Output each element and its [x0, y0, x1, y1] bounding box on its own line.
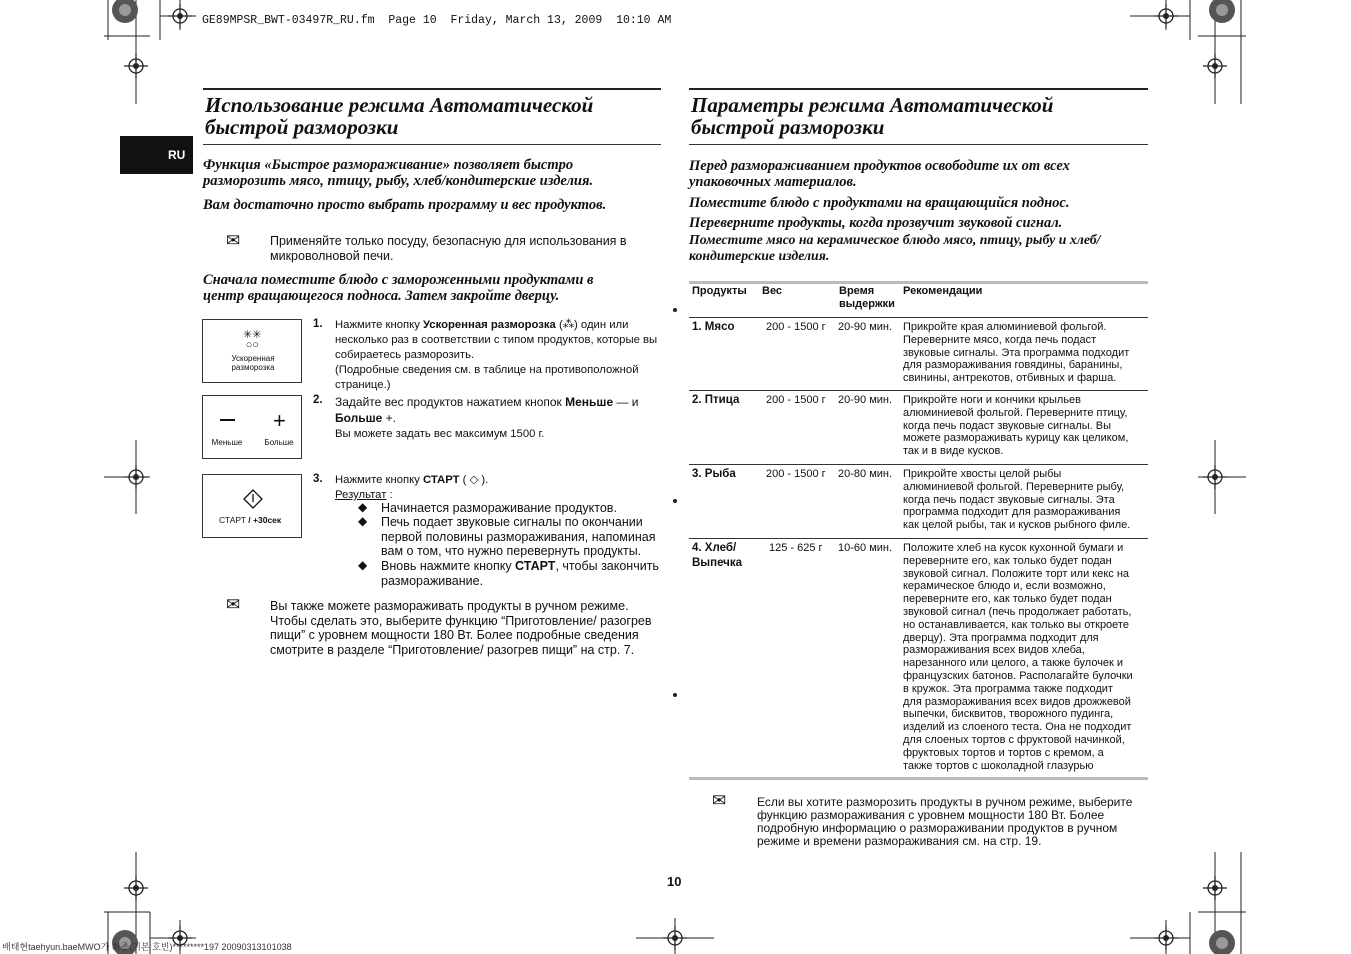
- minus-caption: Меньше: [211, 438, 243, 447]
- plus-caption: Больше: [264, 438, 294, 447]
- left-title-rule: [203, 88, 661, 90]
- right-lead-4: Поместите мясо на керамическое блюдо мясо, птицу, рыбу и хлеб/ кондитерские изделия.: [689, 232, 1101, 263]
- print-info: 배태현taehyun.baeMWO가 최종(기본 호빈)*********197 20090313101038: [2, 942, 292, 952]
- left-note-1: Применяйте только посуду, безопасную для использования в микроволновой печи.: [270, 234, 627, 263]
- quick-defrost-caption-2: разморозка: [231, 363, 275, 372]
- row-time: 20-90 мин.: [838, 321, 893, 333]
- header-time: Время выдержки: [839, 285, 895, 310]
- row-product: 4. Хлеб/ Выпечка: [692, 542, 743, 569]
- row-weight: 125 - 625 г: [769, 542, 823, 554]
- diamond-bullet-icon: ◆: [358, 558, 368, 572]
- left-intro-2: Вам достаточно просто выбрать программу и вес продуктов.: [203, 197, 607, 213]
- row-time: 10-60 мин.: [838, 542, 893, 554]
- row-product: 1. Мясо: [692, 321, 735, 333]
- row-divider: [689, 390, 1148, 391]
- left-place-instruction: Сначала поместите блюдо с замороженными продуктами в центр вращающегося подноса. Затем закройте дверцу.: [203, 272, 594, 304]
- row-divider: [689, 464, 1148, 465]
- step-3-bullet-1: Начинается размораживание продуктов.: [381, 501, 617, 515]
- right-title-rule: [689, 88, 1148, 90]
- page-number: 10: [667, 874, 682, 889]
- row-advice: Прикройте хвосты целой рыбы алюминиевой фольгой. Переверните рыбу, когда печь подаст звуковые сигналы. Эта программа подходит для размораживания как целой рыбы, так и кусков рыбного филе.: [903, 468, 1131, 532]
- note-icon: ✉: [226, 595, 241, 614]
- row-weight: 200 - 1500 г: [766, 394, 826, 406]
- file-info: GE89MPSR_BWT-03497R_RU.fm Page 10 Friday, March 13, 2009 10:10 AM: [202, 14, 672, 27]
- row-time: 20-90 мин.: [838, 394, 893, 406]
- table-top-rule: [689, 281, 1148, 284]
- diamond-bullet-icon: ◆: [358, 500, 368, 514]
- language-tab: RU: [120, 136, 193, 174]
- step-1-number: 1.: [313, 318, 323, 330]
- step-3-text: Нажмите кнопку СТАРТ ( ◇ ). Результат :: [335, 474, 489, 501]
- step-2-text: Задайте вес продуктов нажатием кнопок Меньше — и Больше +. Вы можете задать вес максимум 1500 г.: [335, 395, 639, 440]
- start-caption: СТАРТ: [219, 515, 246, 525]
- left-intro-1: Функция «Быстрое размораживание» позволяет быстро разморозить мясо, птицу, рыбу, хлеб/кондитерские изделия.: [203, 157, 594, 189]
- right-lead-1: Перед размораживанием продуктов освободите их от всех упаковочных материалов.: [689, 158, 1070, 190]
- row-weight: 200 - 1500 г: [766, 468, 826, 480]
- header-product: Продукты: [692, 285, 747, 297]
- right-title: Параметры режима Автоматической быстрой разморозки: [691, 93, 1054, 139]
- step-1-text: Нажмите кнопку Ускоренная разморозка (⁂) один или несколько раз в соответствии с типом продуктов, которые вы собираетесь разморозить. (Подробные сведения см. в таблице на противоположной странице.): [335, 319, 658, 391]
- step-3-bullet-3: Вновь нажмите кнопку СТАРТ, чтобы закончить размораживание.: [381, 559, 659, 588]
- row-advice: Положите хлеб на кусок кухонной бумаги и переверните его, как только будет подан звуковой сигнал. Положите торт или кекс на керамическое блюдо и, если возможно, переверните его, как только будет подан звуковой сигнал (печь продолжает работать, но останавливается, как только вы откроете дверцу). Эта программа подходит для размораживания всех видов хлеба, нарезанного или целого, а также булочек и французских батонов. Располагайте булочки в кружок. Эта программа также подходит для размораживания всех видов дрожжевой выпечки, бисквитов, творожного пудинга, изделий из слоеного теста. Она не подходит для слоеных тортов с фруктовой начинкой, фруктовых тортов и тортов с кремом, а также тортов с шоколадной глазурью: [903, 542, 1133, 772]
- row-time: 20-80 мин.: [838, 468, 893, 480]
- left-title-underline: [203, 144, 661, 145]
- binding-dot: [673, 308, 677, 312]
- note-icon: ✉: [226, 231, 241, 250]
- start-panel: [202, 474, 302, 538]
- quick-defrost-panel: [202, 319, 302, 383]
- weight-buttons-panel: [202, 395, 302, 459]
- left-title: Использование режима Автоматической быстрой разморозки: [205, 93, 594, 139]
- row-product: 3. Рыба: [692, 468, 736, 480]
- plus-icon: +: [273, 408, 286, 433]
- plus30-caption: / +30сек: [248, 515, 282, 525]
- right-lead-3: Переверните продукты, когда прозвучит звуковой сигнал.: [689, 215, 1063, 231]
- left-note-2: Вы также можете размораживать продукты в ручном режиме. Чтобы сделать это, выберите функцию “Приготовление/ разогрев пищи” с уровнем мощности 180 Вт. Более подробные сведения смотрите в разделе “Приготовление/ разогрев пищи” на стр. 7.: [270, 599, 652, 657]
- quick-defrost-caption-1: Ускоренная: [231, 354, 275, 363]
- diamond-bullet-icon: ◆: [358, 514, 368, 528]
- row-advice: Прикройте края алюминиевой фольгой. Переверните мясо, когда печь подаст звуковые сигналы. Эта программа подходит для размораживания говядины, баранины, свинины, антрекотов, отбивных и фарша.: [903, 321, 1130, 385]
- start-icon: [243, 489, 263, 509]
- note-icon: ✉: [712, 791, 727, 810]
- snowflake-drops-icon: ✳✳ ○○: [243, 329, 262, 351]
- row-weight: 200 - 1500 г: [766, 321, 826, 333]
- table-header-rule: [689, 317, 1148, 318]
- binding-dot: [673, 499, 677, 503]
- row-product: 2. Птица: [692, 394, 740, 406]
- row-divider: [689, 538, 1148, 539]
- step-3-bullet-2: Печь подает звуковые сигналы по окончании первой половины размораживания, напоминая вам о том, что нужно перевернуть продукты.: [381, 515, 656, 558]
- right-note: Если вы хотите разморозить продукты в ручном режиме, выберите функцию размораживания с уровнем мощности 180 Вт. Более подробную информацию о размораживании продуктов в ручном режиме и времени размораживания см. на стр. 19.: [757, 795, 1133, 848]
- right-title-underline: [689, 144, 1148, 145]
- right-lead-2: Поместите блюдо с продуктами на вращающийся поднос.: [689, 195, 1070, 211]
- step-3-number: 3.: [313, 473, 323, 485]
- step-2-number: 2.: [313, 394, 323, 406]
- row-advice: Прикройте ноги и кончики крыльев алюминиевой фольгой. Переверните птицу, когда печь подаст звуковые сигналы. Вы можете размораживать курицу как целиком, так и в виде кусков.: [903, 394, 1129, 458]
- table-bottom-rule: [689, 777, 1148, 780]
- header-advice: Рекомендации: [903, 285, 983, 297]
- binding-dot: [673, 693, 677, 697]
- minus-icon: [220, 419, 235, 421]
- header-weight: Вес: [762, 285, 783, 297]
